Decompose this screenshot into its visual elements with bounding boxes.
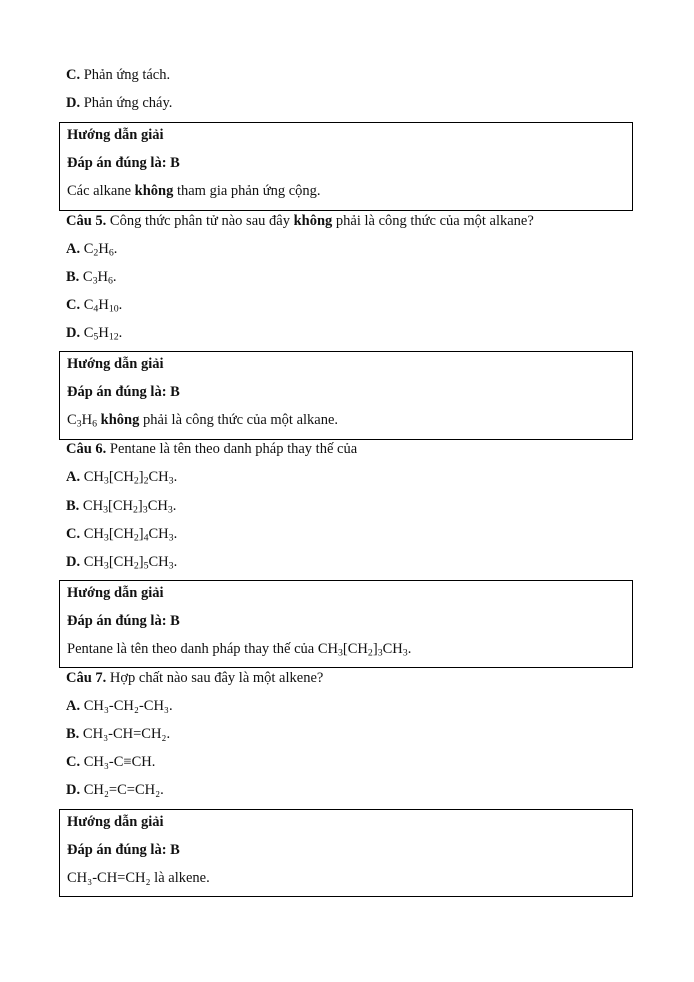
option-letter: A. <box>66 469 81 485</box>
q5-option-b <box>66 268 117 286</box>
q6-option-b <box>66 497 176 515</box>
text: tham gia phản ứng cộng. <box>173 183 321 199</box>
formula <box>84 297 123 313</box>
bold-text: không <box>293 213 333 229</box>
f: ] <box>137 498 143 514</box>
f: . <box>172 498 177 514</box>
question-number: Câu 7. <box>66 670 107 686</box>
f: CH <box>347 641 368 657</box>
formula <box>84 469 177 485</box>
f-sub: 3 <box>402 647 408 659</box>
formula <box>84 325 123 341</box>
f: H <box>98 297 109 313</box>
f-sub: 3 <box>338 647 343 659</box>
f-sub: 4 <box>93 303 99 315</box>
f: CH <box>382 641 403 657</box>
f: . <box>407 641 412 657</box>
f: . <box>173 469 178 485</box>
f-sub: 3 <box>167 504 173 516</box>
bold-text: không <box>97 412 140 428</box>
q5-option-c <box>66 296 122 314</box>
f-sub: 3 <box>76 418 82 430</box>
f: CH <box>148 469 169 485</box>
q4-option-c <box>66 66 170 84</box>
option-letter: D. <box>66 95 81 111</box>
option-text: CH₃-CH=CH₂. <box>82 726 171 742</box>
f-sub: 5 <box>93 331 99 343</box>
f: ] <box>138 554 144 570</box>
option-text: CH₃-CH₂-CH₃. <box>83 698 173 714</box>
option-text: Phản ứng tách. <box>83 67 171 83</box>
f-sub: 2 <box>133 475 139 487</box>
f-sub: 3 <box>92 275 98 287</box>
f-sub: 3 <box>103 532 109 544</box>
q6-solution-box <box>59 580 633 668</box>
f: . <box>112 269 117 285</box>
q7-option-c <box>66 753 155 771</box>
f-sub: 2 <box>93 247 99 259</box>
formula <box>84 554 177 570</box>
f: [ <box>108 554 114 570</box>
solution-heading: Hướng dẫn giải <box>67 585 164 601</box>
f-sub: 2 <box>143 475 149 487</box>
f: C <box>67 412 77 428</box>
solution-answer: Đáp án đúng là: B <box>67 842 180 858</box>
text: Pentane là tên theo danh pháp thay thế của <box>106 441 358 457</box>
option-letter: C. <box>66 754 81 770</box>
q7-option-b <box>66 725 170 743</box>
f-sub: 2 <box>133 504 138 516</box>
f: [ <box>108 469 114 485</box>
option-letter: B. <box>66 498 80 514</box>
f: ] <box>138 469 144 485</box>
solution-answer: Đáp án đúng là: B <box>67 384 180 400</box>
option-letter: D. <box>66 325 81 341</box>
formula <box>83 498 176 514</box>
formula <box>83 269 117 285</box>
option-letter: A. <box>66 698 81 714</box>
solution-heading: Hướng dẫn giải <box>67 814 164 830</box>
f: CH <box>113 554 134 570</box>
option-text: Phản ứng cháy. <box>83 95 173 111</box>
f: CH <box>148 554 169 570</box>
f: ] <box>372 641 378 657</box>
option-text: CH₃-C≡CH. <box>83 754 156 770</box>
f: C <box>82 269 93 285</box>
f: CH <box>83 554 104 570</box>
q6-option-c <box>66 525 177 543</box>
f-sub: 2 <box>133 532 139 544</box>
option-text: CH₂=C=CH₂. <box>83 782 164 798</box>
f: H <box>97 269 108 285</box>
question-number: Câu 6. <box>66 441 107 457</box>
f-sub: 3 <box>168 475 174 487</box>
f: CH <box>317 641 338 657</box>
option-letter: C. <box>66 67 81 83</box>
f: H <box>98 325 109 341</box>
option-letter: D. <box>66 554 81 570</box>
solution-explanation <box>67 182 321 200</box>
f: CH <box>83 469 104 485</box>
option-letter: C. <box>66 297 81 313</box>
f-sub: 10 <box>108 303 119 315</box>
f-sub: 3 <box>103 475 109 487</box>
f: [ <box>342 641 348 657</box>
q7-option-a <box>66 697 173 715</box>
f-sub: 2 <box>367 647 373 659</box>
f: . <box>118 325 123 341</box>
f-sub: 3 <box>103 504 108 516</box>
f: ] <box>138 526 144 542</box>
f: CH <box>112 498 133 514</box>
f-sub: 6 <box>92 418 97 430</box>
q5-stem <box>66 212 534 230</box>
q5-option-d <box>66 324 122 342</box>
q4-option-d <box>66 94 172 112</box>
f: CH <box>113 469 134 485</box>
text: Pentane là tên theo danh pháp thay thế của <box>67 641 318 657</box>
option-letter: C. <box>66 526 81 542</box>
f-sub: 6 <box>108 275 113 287</box>
q6-stem <box>66 440 357 458</box>
f: . <box>118 297 123 313</box>
f: . <box>173 526 178 542</box>
text: phải là công thức của một alkane. <box>139 412 339 428</box>
solution-answer: Đáp án đúng là: B <box>67 155 180 171</box>
f-sub: 12 <box>108 331 119 343</box>
f: H <box>98 241 109 257</box>
f-sub: 4 <box>143 532 149 544</box>
question-number: Câu 5. <box>66 213 107 229</box>
f-sub: 6 <box>108 247 114 259</box>
f: CH <box>83 526 104 542</box>
f: C <box>83 241 94 257</box>
q6-option-a <box>66 468 177 486</box>
f: [ <box>108 498 113 514</box>
solution-explanation <box>67 411 338 429</box>
q7-option-d <box>66 781 164 799</box>
text: phải là công thức của một alkane? <box>332 213 534 229</box>
f-sub: 2 <box>133 560 139 572</box>
q7-stem <box>66 669 323 687</box>
f-sub: 3 <box>168 532 174 544</box>
f-sub: 3 <box>377 647 383 659</box>
text: Các alkane <box>67 183 135 199</box>
option-letter: D. <box>66 782 81 798</box>
f: CH <box>113 526 134 542</box>
solution-explanation: CH₃-CH=CH₂ là alkene. <box>67 870 210 886</box>
q6-option-d <box>66 553 177 571</box>
f: H <box>81 412 93 428</box>
f: C <box>83 325 94 341</box>
f-sub: 3 <box>142 504 148 516</box>
f: C <box>83 297 94 313</box>
f: . <box>113 241 118 257</box>
q4-solution-box <box>59 122 633 211</box>
f: CH <box>82 498 104 514</box>
option-letter: B. <box>66 726 80 742</box>
q5-option-a <box>66 240 117 258</box>
bold-text: không <box>134 183 174 199</box>
solution-heading: Hướng dẫn giải <box>67 127 164 143</box>
f: CH <box>148 526 169 542</box>
formula <box>84 526 177 542</box>
text: Công thức phân tử nào sau đây <box>106 213 294 229</box>
solution-explanation <box>67 640 411 658</box>
formula <box>84 241 118 257</box>
f: [ <box>108 526 114 542</box>
f-sub: 3 <box>168 560 174 572</box>
option-letter: A. <box>66 241 81 257</box>
solution-answer: Đáp án đúng là: B <box>67 613 180 629</box>
option-letter: B. <box>66 269 80 285</box>
f-sub: 3 <box>103 560 109 572</box>
solution-heading: Hướng dẫn giải <box>67 356 164 372</box>
q5-solution-box <box>59 351 633 440</box>
f: . <box>173 554 178 570</box>
text: Hợp chất nào sau đây là một alkene? <box>106 670 324 686</box>
q7-solution-box <box>59 809 633 897</box>
f: CH <box>147 498 168 514</box>
f-sub: 5 <box>143 560 149 572</box>
